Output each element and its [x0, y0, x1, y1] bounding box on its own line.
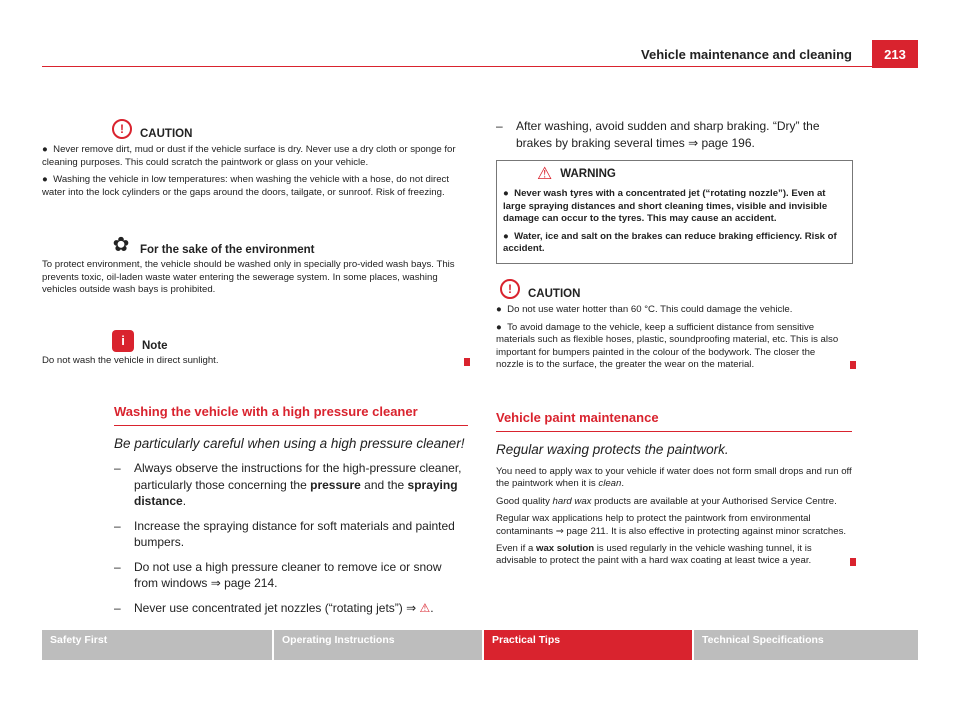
paragraph-text: is used regularly in the vehicle washing tunnel, it is advisable to protect the paint with a hard wax coating at least twice a year. — [496, 543, 812, 567]
section-rule — [496, 431, 852, 432]
warning-box: ⚠ WARNING ● Never wash tyres with a concentrated jet (“rotating nozzle”). Even at large spraying distances and short cleaning times, visible and invisible damage can occur to the tyres. This may cause an accident. ● Water, ice and salt on the brakes can reduce braking efficiency. Risk of accident. — [496, 160, 853, 264]
list-item-text: Do not use a high pressure cleaner to remove ice or snow from windows ⇒ page 214. — [134, 559, 442, 590]
warning-triangle-icon[interactable]: ⚠ — [419, 600, 431, 615]
caution-bullet-2: Washing the vehicle in low temperatures: when washing the vehicle with a hose, do not direct water into the lock cylinders or the gaps around the doors, tailgate, or sunroof. Risk of freezing. — [42, 174, 450, 198]
list-item-text: . — [182, 494, 187, 508]
environment-heading: For the sake of the environment — [140, 244, 315, 256]
warning-bullet-1: Never wash tyres with a concentrated jet (“rotating nozzle”). Even at large spraying distances and short cleaning times, visible and invisible damage can occur to the tyres. This may cause an accident. — [503, 188, 828, 225]
section-paint-maintenance — [496, 410, 852, 457]
note-heading: Note — [142, 340, 168, 352]
list-item-text: Always observe the instructions for the high-pressure cleaner, particularly those concerning the — [134, 461, 462, 492]
tab-safety-first[interactable]: Safety First — [42, 630, 272, 660]
note-icon: i — [112, 330, 134, 352]
caution-icon: ! — [500, 279, 520, 299]
caution-box-left: ! CAUTION ● Never remove dirt, mud or dust if the vehicle surface is dry. Never use a dry cloth or sponge for cleaning purposes. This could scratch the paintwork or glass on your vehicle. ● Washing the vehicle in low temperatures: when washing the vehicle with a hose, do not direct water into the lock cylinders or the gaps around the doors, tailgate, or sunroof. Risk of freezing. — [42, 118, 464, 204]
list-item-text: Increase the spraying distance for soft materials and painted bumpers. — [134, 518, 455, 549]
emphasis-pressure: pressure — [310, 477, 361, 492]
emphasis-wax-solution: wax solution — [536, 543, 595, 555]
caution-icon: ! — [112, 119, 132, 139]
end-of-section-marker — [850, 558, 856, 566]
emphasis-hard-wax: hard wax — [552, 495, 592, 507]
header-rule — [42, 66, 918, 67]
tab-operating-instructions[interactable]: Operating Instructions — [274, 630, 482, 660]
paragraph-text: Good quality — [496, 495, 553, 507]
list-item: – Always observe the instructions for the high-pressure cleaner, particularly those concerning the pressure and the spraying distance. — [114, 461, 462, 508]
warning-triangle-icon: ⚠ — [537, 164, 553, 183]
brake-drying-instruction — [496, 118, 856, 159]
running-header-title: Vehicle maintenance and cleaning — [641, 47, 852, 62]
paragraph-text: Even if a — [496, 543, 536, 555]
caution-heading: CAUTION — [528, 288, 581, 300]
environment-box — [42, 234, 464, 302]
list-item-text: Never use concentrated jet nozzles (“rotating jets”) ⇒ — [134, 600, 417, 615]
end-of-section-marker — [850, 361, 856, 369]
caution-bullet-2: To avoid damage to the vehicle, keep a sufficient distance from sensitive materials such as flexible hoses, plastic, soundproofing material, etc. This is also important for bumpers painted in the colour of the bodywork. The closer the nozzle is to the surface, the greater the wear on the material. — [496, 321, 839, 371]
paragraph-text: products are available at your Authorised Service Centre. — [591, 495, 837, 507]
section-subheading: Be particularly careful when using a high pressure cleaner! — [114, 436, 465, 451]
emphasis-spraying-distance: spraying distance — [134, 477, 458, 508]
caution-bullet-1: Never remove dirt, mud or dust if the vehicle surface is dry. Never use a dry cloth or sponge for cleaning purposes. This could scratch the paintwork or glass on your vehicle. — [42, 144, 456, 168]
list-item: – After washing, avoid sudden and sharp braking. “Dry” the brakes by braking several times ⇒ page 196. — [496, 118, 856, 151]
paint-maintenance-text — [496, 466, 856, 573]
emphasis-clean: clean — [598, 478, 622, 490]
caution-box-right: ! CAUTION ● Do not use water hotter than 60 °C. This could damage the vehicle. ● To avoid damage to the vehicle, keep a sufficient distance from sensitive materials such as flexible hoses, plastic, soundproofing material, etc. This is also important for bumpers painted in the colour of the bodywork. The closer the nozzle is to the surface, the greater the wear on the material. — [496, 278, 856, 376]
list-item: – Never use concentrated jet nozzles (“rotating jets”) ⇒ ⚠. — [114, 600, 434, 615]
warning-bullet-2: Water, ice and salt on the brakes can reduce braking efficiency. Risk of accident. — [503, 230, 837, 255]
tab-practical-tips[interactable]: Practical Tips — [484, 630, 692, 660]
section-high-pressure — [42, 404, 468, 451]
end-of-section-marker — [464, 358, 470, 366]
section-rule — [114, 425, 468, 426]
section-heading: Washing the vehicle with a high pressure cleaner — [114, 404, 418, 419]
section-heading: Vehicle paint maintenance — [496, 410, 659, 425]
flower-icon: ✿ — [112, 234, 130, 257]
note-text: Do not wash the vehicle in direct sunlight. — [42, 355, 219, 367]
paragraph-text: You need to apply wax to your vehicle if water does not form small drops and run off the paintwork when it is — [496, 466, 852, 490]
list-item-text: . — [430, 600, 434, 615]
warning-heading: WARNING — [560, 168, 616, 180]
list-item: – Do not use a high pressure cleaner to remove ice or snow from windows ⇒ page 214. — [114, 559, 468, 592]
paragraph-text: . — [621, 478, 624, 490]
page-number: 213 — [872, 40, 918, 68]
caution-bullet-1: Do not use water hotter than 60 °C. This could damage the vehicle. — [507, 304, 793, 316]
list-item-text: After washing, avoid sudden and sharp braking. “Dry” the brakes by braking several times ⇒ page 196. — [516, 119, 820, 150]
list-item: – Increase the spraying distance for soft materials and painted bumpers. — [114, 518, 468, 551]
tab-technical-specifications[interactable]: Technical Specifications — [694, 630, 918, 660]
section-subheading: Regular waxing protects the paintwork. — [496, 442, 729, 457]
paragraph-text: Regular wax applications help to protect the paintwork from environmental contaminants ⇒ page 211. It is also effective in protecting against minor scratches. — [496, 513, 847, 537]
note-box — [42, 330, 470, 368]
high-pressure-instructions — [114, 460, 468, 624]
list-item-text: and the — [360, 477, 408, 492]
caution-heading: CAUTION — [140, 128, 193, 140]
environment-text: To protect environment, the vehicle should be washed only in specially pro-vided wash bays. This prevents toxic, oil-laden waste water entering the sewerage system. In some places, washing vehicles outside wash bays is prohibited. — [42, 259, 455, 296]
